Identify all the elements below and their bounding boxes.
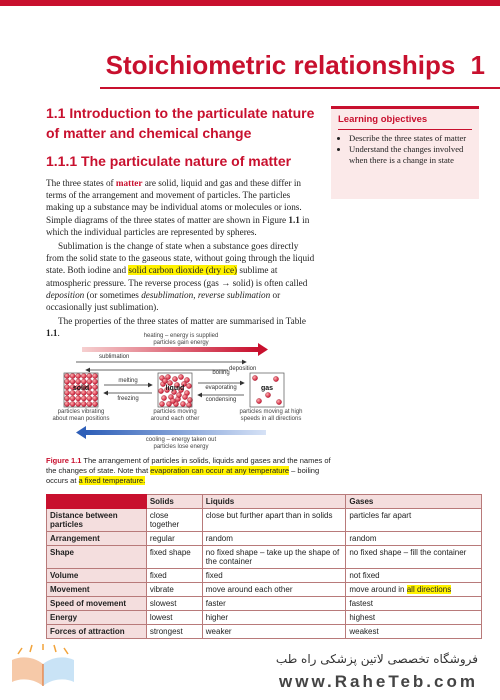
movement-gas-pre: move around in <box>349 585 407 594</box>
particle <box>265 392 270 397</box>
table-cell: random <box>346 532 482 546</box>
objectives-list <box>331 133 479 166</box>
row-header: Forces of attraction <box>47 625 147 639</box>
table-row <box>47 625 482 639</box>
table-cell: no fixed shape – fill the container <box>346 546 482 569</box>
table-cell: higher <box>202 611 346 625</box>
table-row <box>47 532 482 546</box>
paragraph-3-post: . <box>57 328 60 339</box>
particle <box>176 392 181 397</box>
figure-caption <box>46 456 336 486</box>
table-cell: fixed shape <box>146 546 202 569</box>
particle <box>64 396 69 401</box>
table-cell: fastest <box>346 597 482 611</box>
gas-label: gas <box>260 385 274 392</box>
particle <box>170 398 175 403</box>
table-cell: faster <box>202 597 346 611</box>
row-header: Distance between particles <box>47 509 147 532</box>
table-row <box>47 509 482 532</box>
row-header: Energy <box>47 611 147 625</box>
table-ref: 1.1 <box>46 328 58 339</box>
watermark-footer <box>0 640 500 700</box>
particle <box>76 401 81 406</box>
paragraph-2-comma: , <box>193 289 198 300</box>
watermark-persian-text: فروشگاه تخصصی لاتین پزشکی راه طب <box>275 652 478 666</box>
highlight-dry-ice: solid carbon dioxide (dry ice) <box>128 265 238 276</box>
caption-mid: – boiling occurs at <box>46 466 320 485</box>
particle <box>70 379 75 384</box>
gas-desc-1: particles moving at high <box>239 409 303 415</box>
top-rule <box>0 0 500 6</box>
particle <box>70 396 75 401</box>
cooling-label-2: particles lose energy <box>153 443 209 450</box>
caption-highlight-1: evaporation can occur at any temperature <box>150 466 290 475</box>
particle <box>81 373 86 378</box>
paragraph-1-post: are solid, liquid and gas and these differ in terms of the arrangement and movement of particles. The particles making up a substance may be individual atoms or molecules or ions. Simple diagrams of the three states of matter are shown in Figure <box>46 178 302 225</box>
caption-label: Figure 1.1 <box>46 456 82 465</box>
table-row <box>47 546 482 569</box>
table-row <box>47 611 482 625</box>
chapter-number: 1 <box>470 50 485 80</box>
body-text <box>46 177 316 340</box>
row-header: Shape <box>47 546 147 569</box>
table-cell: slowest <box>146 597 202 611</box>
paragraph-2-post: or occasionally just sublimation). <box>46 289 281 313</box>
particle <box>76 379 81 384</box>
solid-desc-2: about mean positions <box>52 415 110 422</box>
paragraph-1 <box>46 177 316 238</box>
table-cell: close together <box>146 509 202 532</box>
term-reverse-sublimation: reverse sublimation <box>197 289 271 300</box>
particle <box>76 396 81 401</box>
particle <box>276 399 281 404</box>
evaporating-label: evaporating <box>205 385 237 391</box>
particle <box>81 401 86 406</box>
heating-label-2: particles gain energy <box>153 339 209 346</box>
liquid-desc-1: particles moving <box>153 409 197 415</box>
table-row <box>47 569 482 583</box>
gas-description <box>226 409 316 422</box>
chapter-title-text: Stoichiometric relationships <box>105 50 456 80</box>
paragraph-1-post2: in which the individual particles are represented by spheres. <box>46 214 310 237</box>
heating-label-1: heating – energy is supplied <box>143 333 219 339</box>
particle <box>64 373 69 378</box>
particle <box>252 375 257 380</box>
table-header-liquids: Liquids <box>202 495 346 509</box>
objectives-divider <box>338 129 472 130</box>
caption-highlight-2: a fixed temperature. <box>78 476 146 485</box>
table-cell: close but further apart than in solids <box>202 509 346 532</box>
particle <box>70 401 75 406</box>
particle <box>92 379 97 384</box>
table-header-row <box>47 495 482 509</box>
solid-label: solid <box>72 385 90 392</box>
gas-desc-2: speeds in all directions <box>240 415 302 422</box>
open-book-logo-icon <box>8 644 78 694</box>
particle <box>162 378 167 383</box>
particle <box>273 376 278 381</box>
objective-item: • Understand the changes involved when there is a change in state <box>349 144 479 166</box>
caption-pre: The arrangement of particles in solids, liquids and gases and the names of the changes of state. Note that <box>46 456 331 475</box>
watermark-url: www.RaheTeb.com <box>279 672 478 691</box>
objective-item: • Describe the three states of matter <box>349 133 479 144</box>
particle <box>256 398 261 403</box>
heating-arrow-head <box>258 343 268 356</box>
paragraph-1-pre: The three states of <box>46 178 116 188</box>
deposition-label: deposition <box>229 366 257 372</box>
particle <box>76 373 81 378</box>
chapter-rule <box>100 87 500 89</box>
cooling-arrow-head <box>76 426 86 439</box>
term-desublimation: desublimation <box>141 289 194 300</box>
solid-description <box>46 409 116 422</box>
row-header: Speed of movement <box>47 597 147 611</box>
table-cell: highest <box>346 611 482 625</box>
particle <box>64 401 69 406</box>
particle <box>81 396 86 401</box>
table-cell: fixed <box>202 569 346 583</box>
section-heading-line1: 1.1 Introduction to the particulate nature <box>46 105 315 121</box>
condensing-label: condensing <box>205 397 237 403</box>
paragraph-2-mid: sublime at atmospheric pressure. The reverse process (gas → solid) is often called <box>46 265 308 288</box>
particle <box>161 395 166 400</box>
particle <box>87 379 92 384</box>
boiling-label: boiling <box>212 370 230 376</box>
cooling-label-1: cooling – energy taken out <box>145 437 217 443</box>
table-cell: fixed <box>146 569 202 583</box>
table-header-gases: Gases <box>346 495 482 509</box>
table-cell: weakest <box>346 625 482 639</box>
heating-arrow <box>82 347 258 352</box>
properties-table-wrap <box>46 494 482 639</box>
table-header-solids: Solids <box>146 495 202 509</box>
table-cell: lowest <box>146 611 202 625</box>
paragraph-3-pre: The properties of the three states of matter are summarised in Table <box>58 316 306 327</box>
figure-states-of-matter <box>46 333 316 455</box>
paragraph-2-pre: Sublimation is the change of state when a substance goes directly from the solid state to the gaseous state, without going through the liquid state. Both iodine and <box>46 241 315 276</box>
row-header: Arrangement <box>47 532 147 546</box>
table-header-blank <box>47 495 147 509</box>
figure-ref: 1.1 <box>288 214 300 225</box>
particle <box>92 401 97 406</box>
cooling-label <box>116 437 246 450</box>
particle <box>182 394 187 399</box>
paragraph-2 <box>46 240 316 313</box>
particle <box>178 374 183 379</box>
particle <box>159 401 164 406</box>
learning-objectives-box <box>331 106 479 199</box>
section-heading <box>46 103 326 143</box>
table-cell: strongest <box>146 625 202 639</box>
table-row <box>47 597 482 611</box>
particle <box>92 373 97 378</box>
particle <box>180 401 185 406</box>
solid-desc-1: particles vibrating <box>57 409 105 415</box>
liquid-label: liquid <box>165 385 185 392</box>
term-deposition: deposition <box>46 289 85 300</box>
liquid-description <box>140 409 210 422</box>
particle <box>87 373 92 378</box>
particle <box>81 379 86 384</box>
row-header: Volume <box>47 569 147 583</box>
table-cell: particles far apart <box>346 509 482 532</box>
freezing-label: freezing <box>117 396 139 402</box>
sublimation-label: sublimation <box>99 354 130 360</box>
particle <box>87 396 92 401</box>
subsection-heading: 1.1.1 The particulate nature of matter <box>46 153 292 169</box>
particle <box>70 373 75 378</box>
table-cell: regular <box>146 532 202 546</box>
heating-label <box>116 333 246 346</box>
row-header: Movement <box>47 583 147 597</box>
liquid-desc-2: around each other <box>150 415 200 422</box>
table-cell: no fixed shape – take up the shape of the container <box>202 546 346 569</box>
table-cell: weaker <box>202 625 346 639</box>
particle <box>92 396 97 401</box>
properties-table <box>46 494 482 639</box>
learning-objectives-title: Learning objectives <box>338 114 428 125</box>
particle <box>87 401 92 406</box>
table-cell-movement-gas <box>346 583 482 597</box>
table-cell: not fixed <box>346 569 482 583</box>
section-heading-line2: of matter and chemical change <box>46 125 252 141</box>
paragraph-2-mid2: (or sometimes <box>84 289 142 300</box>
particle <box>64 379 69 384</box>
table-cell: move around each other <box>202 583 346 597</box>
table-row <box>47 583 482 597</box>
melting-label: melting <box>118 378 138 384</box>
cooling-arrow <box>86 430 266 435</box>
key-term-matter: matter <box>115 178 143 188</box>
table-cell: vibrate <box>146 583 202 597</box>
table-cell: random <box>202 532 346 546</box>
chapter-title <box>100 50 485 81</box>
particle <box>172 376 177 381</box>
movement-gas-highlight: all directions <box>406 585 452 594</box>
